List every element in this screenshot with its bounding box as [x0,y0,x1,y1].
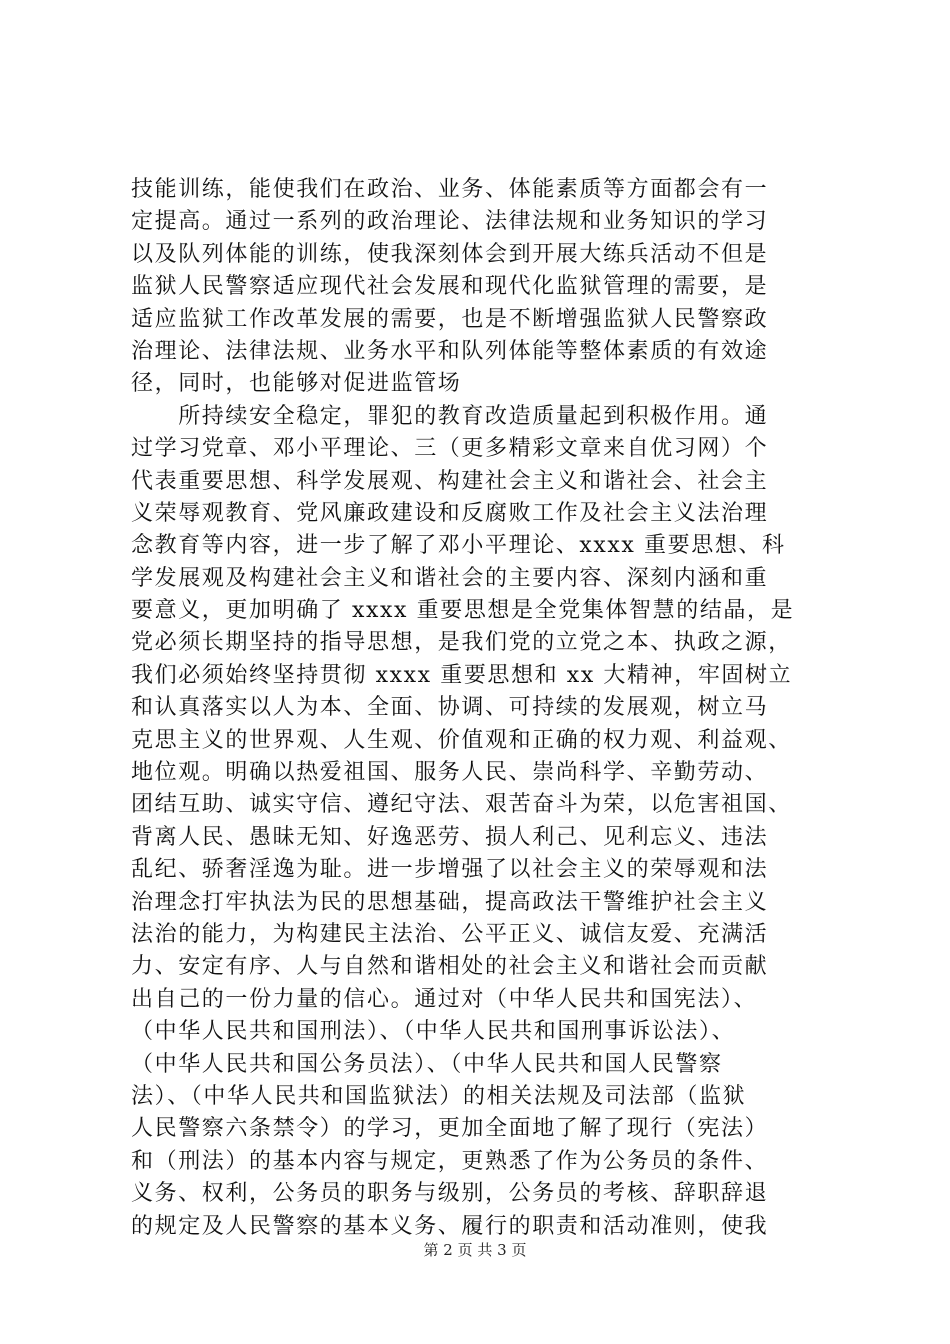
text-line: 所持续安全稳定，罪犯的教育改造质量起到积极作用。通 [131,403,769,429]
text-line: 党必须长期坚持的指导思想，是我们党的立党之本、执政之源， [131,630,792,656]
text-line: 人民警察六条禁令）的学习，更加全面地了解了现行（宪法） [131,1116,769,1142]
text-line: 以及队列体能的训练，使我深刻体会到开展大练兵活动不但是 [131,241,769,267]
page-footer: 第 2 页 共 3 页 [423,1241,527,1259]
text-line: 技能训练，能使我们在政治、业务、体能素质等方面都会有一 [131,177,769,202]
text-line: 力、安定有序、人与自然和谐相处的社会主义和谐社会而贡献 [131,954,769,980]
text-line: 地位观。明确以热爱祖国、服务人民、崇尚科学、辛勤劳动、 [131,760,769,786]
text-line: 和认真落实以人为本、全面、协调、可持续的发展观，树立马 [131,695,769,721]
text-line: 学发展观及构建社会主义和谐社会的主要内容、深刻内涵和重 [131,565,769,591]
text-line: 念教育等内容，进一步了解了邓小平理论、xxxx 重要思想、科 [131,533,786,559]
text-line: 出自己的一份力量的信心。通过对（中华人民共和国宪法）、 [131,986,758,1012]
text-line: 径，同时，也能够对促进监管场 [131,371,462,397]
text-line: 治理论、法律法规、业务水平和队列体能等整体素质的有效途 [131,338,769,364]
text-line: 代表重要思想、科学发展观、构建社会主义和谐社会、社会主 [131,468,769,494]
text-line: 背离人民、愚昧无知、好逸恶劳、损人利己、见利忘义、违法 [131,824,769,850]
text-line: 我们必须始终坚持贯彻 xxxx 重要思想和 xx 大精神，牢固树立 [131,662,793,688]
text-line: 和（刑法）的基本内容与规定，更熟悉了作为公务员的条件、 [131,1148,769,1174]
text-line: 乱纪、骄奢淫逸为耻。进一步增强了以社会主义的荣辱观和法 [131,857,769,883]
text-line: （中华人民共和国公务员法）、（中华人民共和国人民警察 [131,1051,723,1077]
text-line: 要意义，更加明确了 xxxx 重要思想是全党集体智慧的结晶，是 [131,598,795,624]
text-line: 义荣辱观教育、党风廉政建设和反腐败工作及社会主义法治理 [131,500,769,526]
text-line: 定提高。通过一系列的政治理论、法律法规和业务知识的学习 [131,209,769,235]
text-line: 的规定及人民警察的基本义务、履行的职责和活动准则，使我 [131,1213,769,1239]
text-line: 团结互助、诚实守信、遵纪守法、艰苦奋斗为荣，以危害祖国、 [131,792,792,818]
text-line: 法治的能力，为构建民主法治、公平正义、诚信友爱、充满活 [131,921,769,947]
text-line: 法）、（中华人民共和国监狱法）的相关法规及司法部（监狱 [131,1083,747,1109]
text-line: 克思主义的世界观、人生观、价值观和正确的权力观、利益观、 [131,727,792,753]
document-body [131,174,821,1243]
text-line: 过学习党章、邓小平理论、三（更多精彩文章来自优习网）个 [131,436,769,462]
text-line: 义务、权利，公务员的职务与级别，公务员的考核、辞职辞退 [131,1181,769,1207]
text-line: 治理念打牢执法为民的思想基础，提高政法干警维护社会主义 [131,889,769,915]
text-line: 适应监狱工作改革发展的需要，也是不断增强监狱人民警察政 [131,306,769,332]
text-line: 监狱人民警察适应现代社会发展和现代化监狱管理的需要，是 [131,274,769,300]
text-line: （中华人民共和国刑法）、（中华人民共和国刑事诉讼法）、 [131,1019,736,1045]
